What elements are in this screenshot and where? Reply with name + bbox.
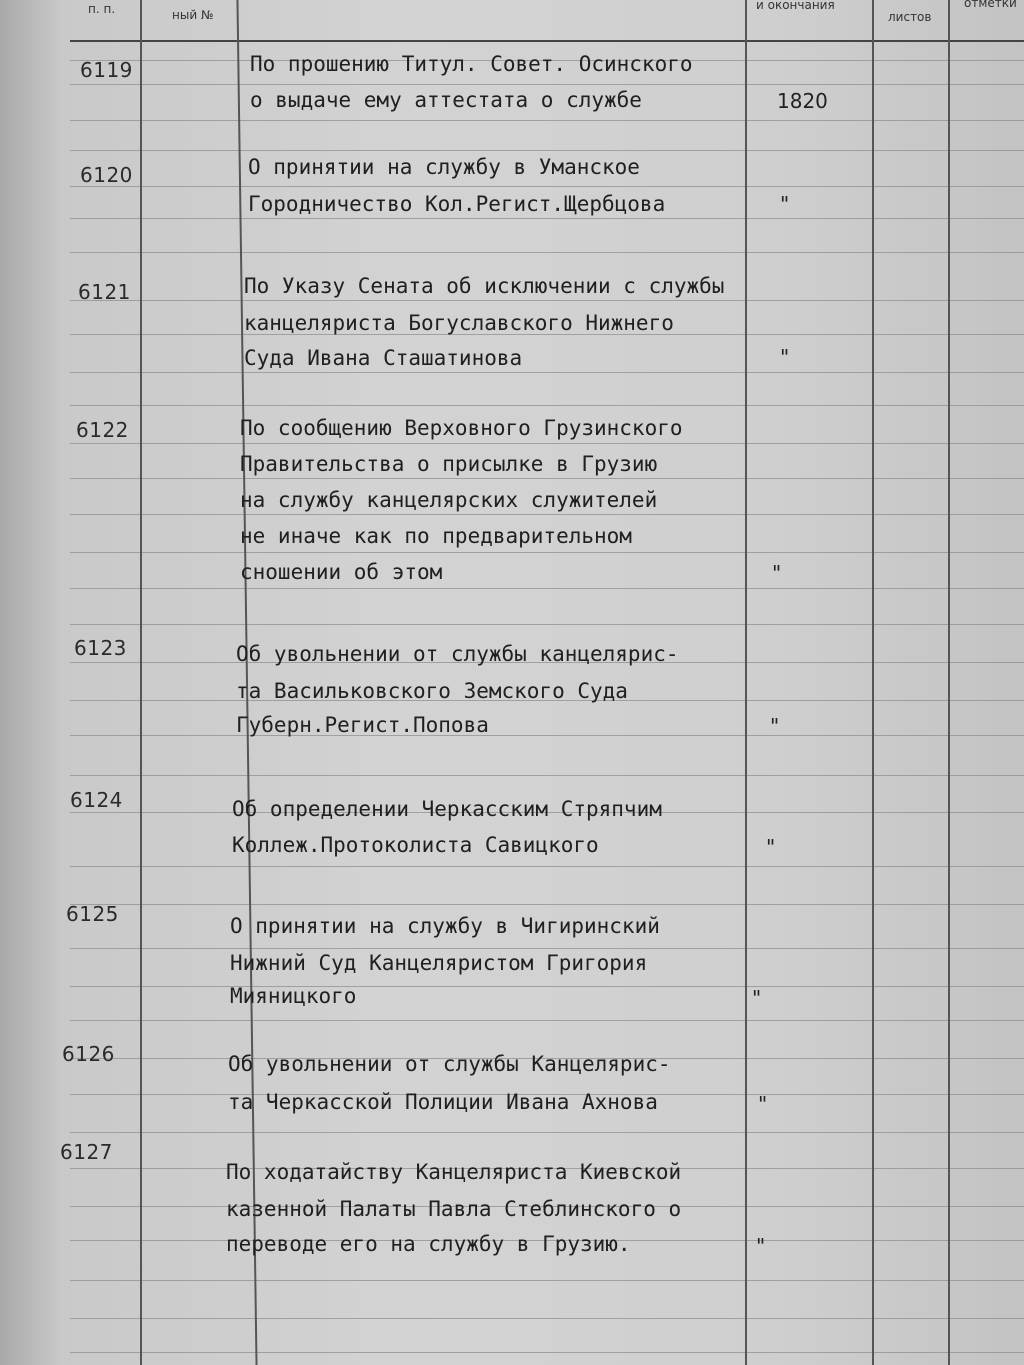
entry-number: 6124 [70, 788, 123, 812]
entry-number: 6123 [74, 636, 127, 660]
entry-text-line: По ходатайству Канцеляриста Киевской [226, 1160, 682, 1184]
entry-text-line: сношении об этом [240, 560, 443, 584]
entry-text-line: По сообщению Верховного Грузинского [240, 416, 683, 440]
entry-text-line: О принятии на службу в Уманское [248, 155, 640, 179]
entry-year: " [756, 1234, 766, 1258]
header-notes: отметки [964, 0, 1017, 10]
entry-text-line: Суда Ивана Сташатинова [244, 346, 523, 370]
header-index: ный № [172, 8, 214, 22]
header-sheets: листов [888, 10, 932, 24]
entry-number: 6121 [78, 280, 131, 304]
entry-text-line: Об увольнении от службы канцелярис- [236, 642, 679, 666]
entry-text-line: По прошению Титул. Совет. Осинского [250, 52, 693, 76]
column-line [872, 0, 874, 1365]
entry-year: " [780, 192, 790, 216]
entry-text-line: Об увольнении от службы Канцелярис- [228, 1052, 671, 1076]
entry-year: " [770, 714, 780, 738]
header-num: п. п. [88, 2, 116, 16]
entry-year: " [766, 835, 776, 859]
entry-year: 1820 [777, 89, 828, 113]
entry-text-line: Коллеж.Протоколиста Савицкого [232, 833, 599, 857]
entry-text-line: Об определении Черкасским Стряпчим [232, 797, 662, 821]
entry-text-line: о выдаче ему аттестата о службе [250, 88, 642, 112]
entry-number: 6126 [62, 1042, 115, 1066]
entry-text-line: Губерн.Регист.Попова [236, 713, 489, 737]
entry-text-line: казенной Палаты Павла Стеблинского о [226, 1197, 682, 1221]
entry-number: 6127 [60, 1140, 113, 1164]
entry-year: " [780, 345, 790, 369]
entry-number: 6125 [66, 902, 119, 926]
entry-text-line: О принятии на службу в Чигиринский [230, 914, 660, 938]
entry-year: " [758, 1092, 768, 1116]
entry-number: 6119 [80, 58, 133, 82]
header-rule [70, 40, 1024, 42]
entry-text-line: Мияницкого [230, 984, 357, 1008]
column-line [745, 0, 747, 1365]
entry-number: 6122 [76, 418, 129, 442]
entry-text-line: не иначе как по предварительном [240, 524, 632, 548]
entry-number: 6120 [80, 163, 133, 187]
entry-text-line: та Васильковского Земского Суда [236, 679, 628, 703]
entry-text-line: Правительства о присылке в Грузию [240, 452, 658, 476]
entry-text-line: переводе его на службу в Грузию. [226, 1232, 631, 1256]
entry-text-line: та Черкасской Полиции Ивана Ахнова [228, 1090, 658, 1114]
entry-text-line: Городничество Кол.Регист.Щербцова [248, 192, 666, 216]
header-dates: и окончания [756, 0, 835, 12]
entry-year: " [752, 986, 762, 1010]
entry-text-line: на службу канцелярских служителей [240, 488, 658, 512]
entry-text-line: Нижний Суд Канцеляристом Григория [230, 951, 648, 975]
entry-text-line: канцеляриста Богуславского Нижнего [244, 311, 674, 335]
entry-text-line: По Указу Сената об исключении с службы [244, 274, 725, 298]
entry-year: " [772, 561, 782, 585]
column-line [948, 0, 950, 1365]
column-line [140, 0, 142, 1365]
